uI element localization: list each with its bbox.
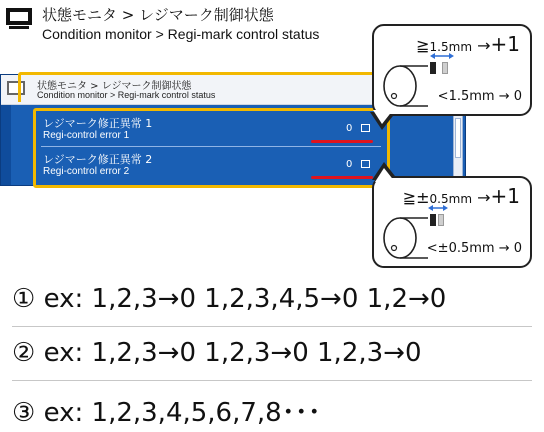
highlight-frame-topbar (18, 72, 396, 102)
threshold-result: +1 (490, 184, 520, 208)
arrow-glyph: → (477, 36, 491, 55)
page-title-en: Condition monitor > Regi-mark control status (42, 26, 320, 42)
roller-diagram-icon (382, 62, 428, 110)
row-label-jp: レジマーク修正異常 2 (43, 153, 153, 166)
deviation-arrow-icon (428, 204, 448, 212)
row-count: 0 (346, 123, 353, 134)
row-label-en: Regi-control error 2 (43, 166, 130, 177)
monitor-icon (6, 8, 32, 30)
window-scrollbar[interactable] (453, 111, 463, 183)
scrollbar-thumb[interactable] (455, 118, 461, 158)
window-breadcrumb-jp: 状態モニタ > レジマーク制御状態 (37, 81, 192, 92)
row-label-en: Regi-control error 1 (43, 130, 130, 141)
row-label-jp: レジマーク修正異常 1 (43, 117, 153, 130)
example-line-2: ② ex: 1,2,3→0 1,2,3→0 1,2,3→0 (12, 338, 422, 368)
callout-tail-inner (373, 110, 393, 124)
window-breadcrumb-en: Condition monitor > Regi-mark control status (37, 90, 216, 100)
example-line-3: ③ ex: 1,2,3,4,5,6,7,8･･･ (12, 398, 321, 428)
regi-mark-actual (430, 214, 436, 226)
divider (12, 380, 532, 381)
deviation-arrow-icon (430, 52, 454, 60)
callout-threshold-2 (372, 176, 532, 268)
page-title-jp: 状態モニタ > レジマーク制御状態 (42, 6, 274, 24)
regi-mark-target (442, 62, 448, 74)
window-left-bar (1, 105, 11, 186)
regi-mark-actual (430, 62, 436, 74)
callout-threshold-1 (372, 24, 532, 116)
example-line-1: ① ex: 1,2,3→0 1,2,3,4,5→0 1,2→0 (12, 284, 447, 314)
threshold-prefix: ≧± (402, 188, 430, 207)
divider (12, 326, 532, 327)
callout-below-text: <1.5mm → 0 (437, 89, 522, 104)
threshold-result: +1 (490, 32, 520, 56)
callout-below-text: <±0.5mm → 0 (426, 241, 522, 256)
threshold-prefix: ≧ (416, 36, 430, 55)
regi-mark-target (438, 214, 444, 226)
threshold-value: 0.5mm (429, 192, 473, 206)
callout-threshold-text (403, 184, 520, 208)
threshold-value: 1.5mm (429, 40, 473, 54)
arrow-glyph: → (477, 188, 491, 207)
highlight-frame-rows (33, 108, 390, 188)
roller-diagram-icon (382, 214, 428, 262)
row-count: 0 (346, 159, 353, 170)
callout-tail-inner (375, 168, 395, 182)
page-header (6, 2, 376, 50)
